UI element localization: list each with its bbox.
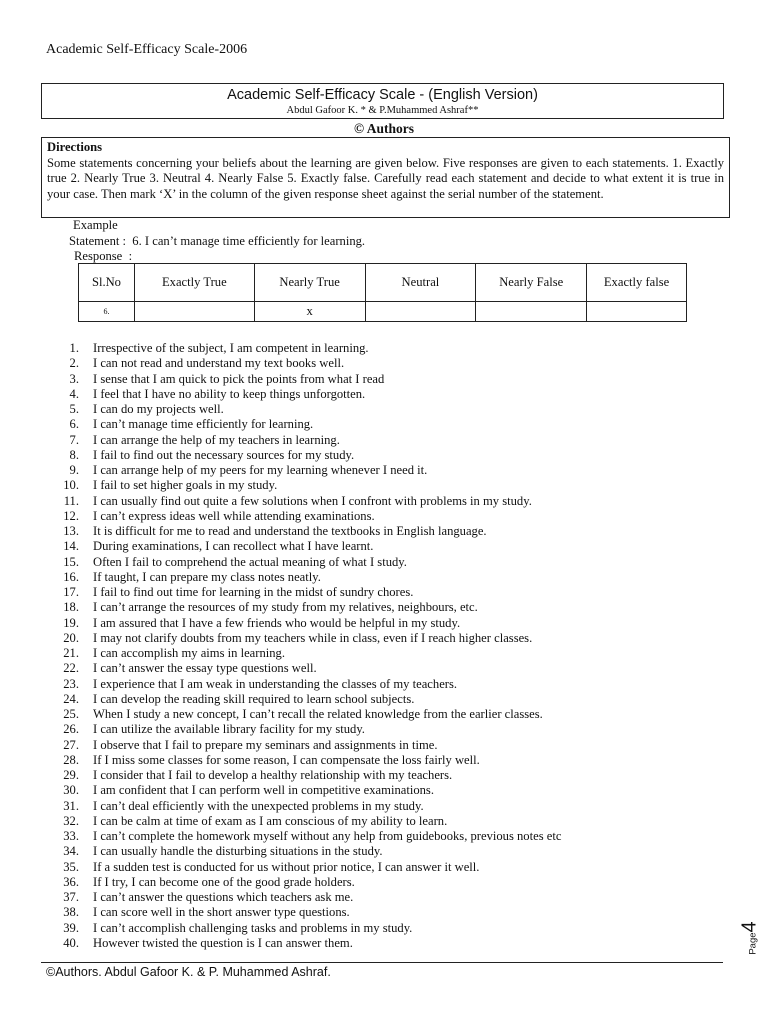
- statement-list: [46, 341, 561, 951]
- header-cell-nearly-false: Nearly False: [476, 264, 587, 302]
- statement-text: I may not clarify doubts from my teachers while in class, even if I reach higher classes.: [93, 630, 533, 645]
- statement-text: If I try, I can become one of the good grade holders.: [93, 874, 355, 889]
- statement-number: 34.: [63, 844, 79, 859]
- statement-item: [46, 661, 561, 676]
- statement-item: [46, 753, 561, 768]
- statement-number: 30.: [63, 783, 79, 798]
- statement-text: I can accomplish my aims in learning.: [93, 646, 285, 660]
- statement-item: [46, 783, 561, 798]
- header-cell-exactly-false: Exactly false: [587, 264, 687, 302]
- statement-text: I can develop the reading skill required to learn school subjects.: [93, 691, 415, 706]
- header-cell-slno: Sl.No: [79, 264, 135, 302]
- statement-item: [46, 341, 561, 356]
- statement-item: [46, 677, 561, 692]
- statement-text: I can’t arrange the resources of my study from my relatives, neighbours, etc.: [93, 600, 478, 615]
- statement-text: Often I fail to comprehend the actual meaning of what I study.: [93, 554, 407, 569]
- document-title: Academic Self-Efficacy Scale - (English Version): [227, 87, 538, 103]
- statement-number: 40.: [63, 935, 79, 950]
- statement-text: I can score well in the short answer type questions.: [93, 905, 350, 920]
- statement-number: 10.: [63, 478, 79, 493]
- statement-number: 33.: [63, 829, 79, 843]
- statement-number: 5.: [69, 402, 79, 416]
- directions-box: [41, 137, 730, 218]
- statement-number: 39.: [63, 920, 79, 935]
- row-cell-exactly-false: [587, 302, 687, 322]
- row-cell-slno: 6.: [79, 302, 135, 322]
- statement-number: 29.: [63, 768, 79, 782]
- statement-text: I can’t answer the essay type questions well.: [93, 661, 317, 676]
- statement-number: 7.: [69, 432, 79, 447]
- statement-item: [46, 738, 561, 753]
- statement-number: 4.: [69, 386, 79, 401]
- statement-text: If a sudden test is conducted for us without prior notice, I can answer it well.: [93, 859, 480, 874]
- statement-item: [46, 539, 561, 554]
- statement-item: [46, 448, 561, 463]
- statement-number: 25.: [63, 707, 79, 721]
- statement-number: 36.: [63, 874, 79, 889]
- statement-item: [46, 890, 561, 905]
- title-authors: Abdul Gafoor K. * & P.Muhammed Ashraf**: [286, 105, 479, 116]
- statement-text: During examinations, I can recollect what I have learnt.: [93, 539, 374, 554]
- statement-number: 32.: [63, 813, 79, 828]
- statement-item: [46, 936, 561, 951]
- statement-number: 31.: [63, 798, 79, 813]
- statement-text: I can’t accomplish challenging tasks and problems in my study.: [93, 920, 413, 935]
- statement-item: [46, 600, 561, 615]
- statement-text: I can’t complete the homework myself without any help from guidebooks, previous notes etc: [93, 829, 562, 843]
- statement-item: [46, 905, 561, 920]
- statement-text: I can arrange help of my peers for my learning whenever I need it.: [93, 463, 428, 477]
- row-cell-exactly-true: [134, 302, 254, 322]
- statement-number: 26.: [63, 722, 79, 737]
- example-response-label: Response :: [74, 249, 133, 263]
- statement-text: I sense that I am quick to pick the points from what I read: [93, 371, 385, 386]
- statement-item: [46, 799, 561, 814]
- running-header: Academic Self-Efficacy Scale-2006: [46, 42, 248, 57]
- statement-number: 6.: [69, 417, 79, 432]
- directions-heading: Directions: [47, 140, 103, 154]
- example-statement: Statement : 6. I can’t manage time efficiently for learning.: [69, 234, 366, 248]
- statement-text: I can do my projects well.: [93, 402, 224, 416]
- statement-item: [46, 707, 561, 722]
- statement-item: [46, 844, 561, 859]
- statement-item: [46, 402, 561, 417]
- statement-text: I feel that I have no ability to keep things unforgotten.: [93, 386, 366, 401]
- statement-number: 21.: [63, 646, 79, 660]
- statement-text: I can usually handle the disturbing situations in the study.: [93, 844, 383, 859]
- page-marker: [740, 914, 760, 962]
- statement-text: I can not read and understand my text books well.: [93, 356, 345, 371]
- statement-item: [46, 509, 561, 524]
- footer-divider: [41, 962, 723, 963]
- statement-text: I can utilize the available library facility for my study.: [93, 722, 365, 737]
- statement-text: I can’t deal efficiently with the unexpected problems in my study.: [93, 798, 424, 813]
- statement-number: 2.: [69, 356, 79, 371]
- response-table-header: [79, 264, 687, 302]
- title-box: [41, 83, 724, 119]
- statement-text: I fail to find out the necessary sources for my study.: [93, 447, 355, 462]
- statement-item: [46, 524, 561, 539]
- statement-number: 1.: [69, 341, 79, 355]
- statement-text: I can arrange the help of my teachers in learning.: [93, 432, 340, 447]
- statement-text: I fail to find out time for learning in the midst of sundry chores.: [93, 585, 414, 599]
- statement-number: 14.: [63, 539, 79, 554]
- statement-text: I consider that I fail to develop a healthy relationship with my teachers.: [93, 768, 453, 782]
- response-table-row: [79, 302, 687, 322]
- statement-item: [46, 387, 561, 402]
- statement-item: [46, 875, 561, 890]
- statement-number: 20.: [63, 630, 79, 645]
- statement-item: [46, 555, 561, 570]
- statement-item: [46, 494, 561, 509]
- response-table: [78, 263, 687, 322]
- statement-text: If I miss some classes for some reason, I can compensate the loss fairly well.: [93, 752, 480, 767]
- statement-number: 38.: [63, 905, 79, 920]
- statement-text: However twisted the question is I can answer them.: [93, 935, 353, 950]
- statement-text: I observe that I fail to prepare my seminars and assignments in time.: [93, 737, 438, 752]
- statement-text: If taught, I can prepare my class notes neatly.: [93, 569, 321, 584]
- example-label: Example: [73, 218, 118, 232]
- statement-item: [46, 921, 561, 936]
- footer-credit: ©Authors. Abdul Gafoor K. & P. Muhammed Ashraf.: [46, 965, 331, 979]
- statement-item: [46, 356, 561, 371]
- statement-item: [46, 692, 561, 707]
- statement-number: 17.: [63, 585, 79, 599]
- statement-number: 11.: [63, 493, 79, 508]
- statement-number: 28.: [63, 752, 79, 767]
- statement-number: 3.: [69, 371, 79, 386]
- statement-item: [46, 463, 561, 478]
- copyright-line: © Authors: [354, 121, 414, 136]
- statement-number: 37.: [63, 890, 79, 904]
- statement-item: [46, 646, 561, 661]
- statement-number: 8.: [69, 447, 79, 462]
- directions-body: Some statements concerning your beliefs about the learning are given below. Five responses are given to each statements. 1. Exactly true 2. Nearly True 3. Neutral 4. Nearly False 5. Exactly false. Carefully read each statement and decide to what extent it is true in your case. Then mark ‘X’ in the column of the given response sheet against the serial number of the statement.: [47, 155, 724, 201]
- statement-item: [46, 722, 561, 737]
- statement-number: 27.: [63, 737, 79, 752]
- header-cell-nearly-true: Nearly True: [254, 264, 365, 302]
- statement-text: I can’t answer the questions which teachers ask me.: [93, 890, 354, 904]
- statement-item: [46, 433, 561, 448]
- row-cell-nearly-false: [476, 302, 587, 322]
- statement-text: It is difficult for me to read and understand the textbooks in English language.: [93, 524, 487, 538]
- page-marker-number: 4: [738, 921, 761, 933]
- statement-number: 18.: [63, 600, 79, 615]
- statement-item: [46, 585, 561, 600]
- statement-number: 24.: [63, 691, 79, 706]
- statement-number: 12.: [63, 508, 79, 523]
- statement-item: [46, 768, 561, 783]
- statement-item: [46, 860, 561, 875]
- statement-number: 35.: [63, 859, 79, 874]
- statement-number: 22.: [63, 661, 79, 676]
- header-cell-neutral: Neutral: [365, 264, 476, 302]
- statement-text: I fail to set higher goals in my study.: [93, 478, 278, 493]
- statement-number: 9.: [69, 463, 79, 477]
- statement-text: Irrespective of the subject, I am competent in learning.: [93, 341, 369, 355]
- statement-text: I am assured that I have a few friends who would be helpful in my study.: [93, 615, 461, 630]
- statement-number: 15.: [63, 554, 79, 569]
- statement-item: [46, 570, 561, 585]
- statement-number: 13.: [63, 524, 79, 538]
- statement-text: When I study a new concept, I can’t recall the related knowledge from the earlier classes.: [93, 707, 543, 721]
- statement-text: I can’t express ideas well while attending examinations.: [93, 508, 375, 523]
- header-cell-exactly-true: Exactly True: [134, 264, 254, 302]
- statement-text: I can be calm at time of exam as I am conscious of my ability to learn.: [93, 813, 448, 828]
- row-cell-nearly-true: x: [254, 302, 365, 322]
- statement-item: [46, 478, 561, 493]
- statement-text: I can’t manage time efficiently for learning.: [93, 417, 314, 432]
- statement-text: I can usually find out quite a few solutions when I confront with problems in my study.: [93, 493, 532, 508]
- statement-number: 19.: [63, 615, 79, 630]
- statement-item: [46, 616, 561, 631]
- statement-text: I experience that I am weak in understanding the classes of my teachers.: [93, 676, 458, 691]
- statement-item: [46, 829, 561, 844]
- statement-number: 23.: [63, 676, 79, 691]
- statement-item: [46, 372, 561, 387]
- statement-item: [46, 631, 561, 646]
- statement-item: [46, 417, 561, 432]
- page-marker-word: Page: [747, 932, 759, 955]
- statement-text: I am confident that I can perform well in competitive examinations.: [93, 783, 434, 798]
- row-cell-neutral: [365, 302, 476, 322]
- statement-item: [46, 814, 561, 829]
- statement-number: 16.: [63, 569, 79, 584]
